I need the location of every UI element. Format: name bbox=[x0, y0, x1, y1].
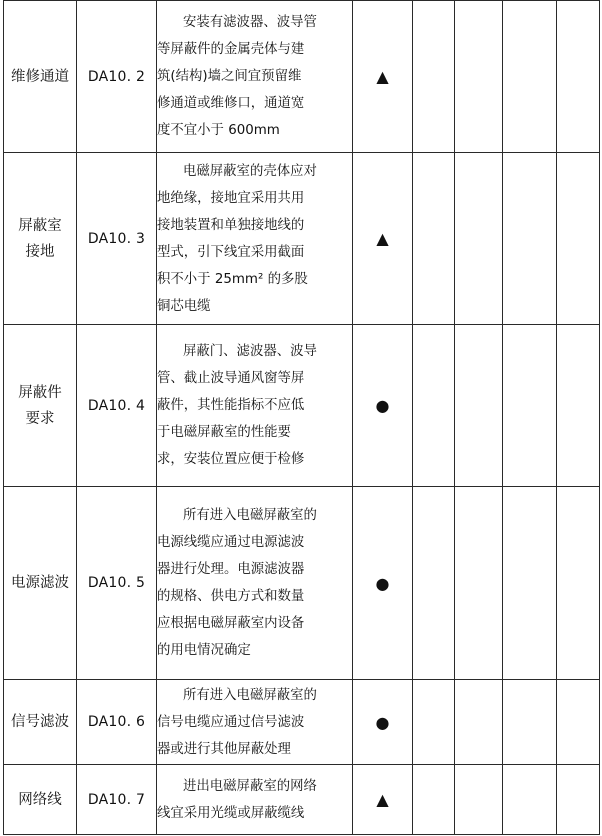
item-name-cell bbox=[4, 1, 77, 153]
circle-mark-icon: ● bbox=[353, 680, 413, 765]
blank-cell bbox=[557, 325, 600, 487]
requirement-text-line: 铜芯电缆 bbox=[157, 298, 211, 314]
table-body bbox=[4, 1, 600, 835]
table-row bbox=[4, 325, 600, 487]
requirement-text-cell bbox=[157, 1, 353, 153]
requirements-table bbox=[3, 0, 600, 835]
blank-cell bbox=[503, 153, 557, 325]
item-name-cell bbox=[4, 325, 77, 487]
requirement-text-line: 应根据电磁屏蔽室内设备 bbox=[157, 616, 305, 631]
requirement-text-line: 所有进入电磁屏蔽室的 bbox=[183, 508, 317, 523]
requirement-text-line: 信号电缆应通过信号滤波 bbox=[157, 714, 305, 730]
requirement-text-line: 管、截止波导通风窗等屏 bbox=[157, 371, 305, 386]
clause-code-cell: DA10. 7 bbox=[77, 765, 157, 835]
requirement-text-cell bbox=[157, 153, 353, 325]
blank-cell bbox=[503, 487, 557, 680]
blank-cell bbox=[413, 680, 455, 765]
table-row bbox=[4, 487, 600, 680]
table-row bbox=[4, 1, 600, 153]
requirement-text-line: 器进行处理。电源滤波器 bbox=[157, 562, 305, 577]
requirement-text-line: 屏蔽门、滤波器、波导 bbox=[183, 344, 317, 359]
blank-cell bbox=[455, 487, 503, 680]
circle-mark-icon: ● bbox=[353, 487, 413, 680]
requirement-text-line: 度不宜小于 600mm bbox=[157, 123, 280, 138]
blank-cell bbox=[503, 1, 557, 153]
clause-code-cell: DA10. 4 bbox=[77, 325, 157, 487]
blank-cell bbox=[455, 765, 503, 835]
blank-cell bbox=[557, 153, 600, 325]
requirement-text-line: 型式，引下线宜采用截面 bbox=[157, 244, 305, 260]
requirement-text-line: 的规格、供电方式和数量 bbox=[157, 589, 305, 604]
requirement-text-line: 蔽件，其性能指标不应低 bbox=[157, 398, 305, 413]
blank-cell bbox=[455, 325, 503, 487]
blank-cell bbox=[413, 1, 455, 153]
requirement-text-line: 接地装置和单独接地线的 bbox=[157, 217, 305, 233]
blank-cell bbox=[455, 680, 503, 765]
item-name-line: 屏蔽室 bbox=[18, 217, 62, 234]
blank-cell bbox=[557, 487, 600, 680]
blank-cell bbox=[557, 765, 600, 835]
circle-mark-icon: ● bbox=[353, 325, 413, 487]
item-name-line: 信号滤波 bbox=[11, 714, 69, 730]
clause-code-cell: DA10. 3 bbox=[77, 153, 157, 325]
requirement-text-line: 线宜采用光缆或屏蔽缆线 bbox=[157, 805, 305, 821]
blank-cell bbox=[557, 680, 600, 765]
item-name-cell bbox=[4, 153, 77, 325]
blank-cell bbox=[413, 765, 455, 835]
requirement-text-line: 等屏蔽件的金属壳体与建 bbox=[157, 42, 305, 57]
item-name-cell bbox=[4, 680, 77, 765]
blank-cell bbox=[557, 1, 600, 153]
blank-cell bbox=[413, 487, 455, 680]
table-row bbox=[4, 680, 600, 765]
table-row bbox=[4, 153, 600, 325]
item-name-line: 接地 bbox=[25, 243, 55, 260]
requirement-text-cell bbox=[157, 765, 353, 835]
item-name-cell bbox=[4, 765, 77, 835]
requirement-text-line: 所有进入电磁屏蔽室的 bbox=[183, 687, 317, 703]
triangle-mark-icon: ▲ bbox=[353, 153, 413, 325]
requirement-text-line: 修通道或维修口，通道宽 bbox=[157, 96, 305, 111]
item-name-cell bbox=[4, 487, 77, 680]
requirement-text-line: 筑(结构)墙之间宜预留维 bbox=[157, 69, 302, 84]
requirement-text-line: 积不小于 25mm² 的多股 bbox=[157, 271, 308, 287]
requirement-text-line: 求，安装位置应便于检修 bbox=[157, 452, 305, 467]
item-name-line: 要求 bbox=[25, 410, 55, 427]
requirement-text-line: 电磁屏蔽室的壳体应对 bbox=[183, 163, 317, 179]
clause-code-cell: DA10. 2 bbox=[77, 1, 157, 153]
requirement-text-line: 地绝缘，接地宜采用共用 bbox=[157, 190, 305, 206]
triangle-mark-icon: ▲ bbox=[353, 765, 413, 835]
requirement-text-line: 的用电情况确定 bbox=[157, 643, 251, 658]
item-name-line: 维修通道 bbox=[11, 68, 69, 85]
blank-cell bbox=[503, 680, 557, 765]
item-name-line: 电源滤波 bbox=[11, 575, 69, 591]
requirement-text-cell bbox=[157, 487, 353, 680]
blank-cell bbox=[503, 325, 557, 487]
blank-cell bbox=[413, 325, 455, 487]
item-name-line: 网络线 bbox=[18, 791, 62, 808]
clause-code-cell: DA10. 6 bbox=[77, 680, 157, 765]
triangle-mark-icon: ▲ bbox=[353, 1, 413, 153]
requirement-text-cell bbox=[157, 680, 353, 765]
blank-cell bbox=[455, 153, 503, 325]
requirement-text-line: 进出电磁屏蔽室的网络 bbox=[183, 778, 317, 794]
blank-cell bbox=[413, 153, 455, 325]
requirement-text-line: 器或进行其他屏蔽处理 bbox=[157, 741, 291, 757]
item-name-line: 屏蔽件 bbox=[18, 384, 62, 401]
table-row bbox=[4, 765, 600, 835]
requirement-text-line: 于电磁屏蔽室的性能要 bbox=[157, 425, 291, 440]
requirement-text-cell bbox=[157, 325, 353, 487]
blank-cell bbox=[503, 765, 557, 835]
clause-code-cell: DA10. 5 bbox=[77, 487, 157, 680]
requirement-text-line: 安装有滤波器、波导管 bbox=[183, 15, 317, 30]
blank-cell bbox=[455, 1, 503, 153]
requirement-text-line: 电源线缆应通过电源滤波 bbox=[157, 535, 305, 550]
